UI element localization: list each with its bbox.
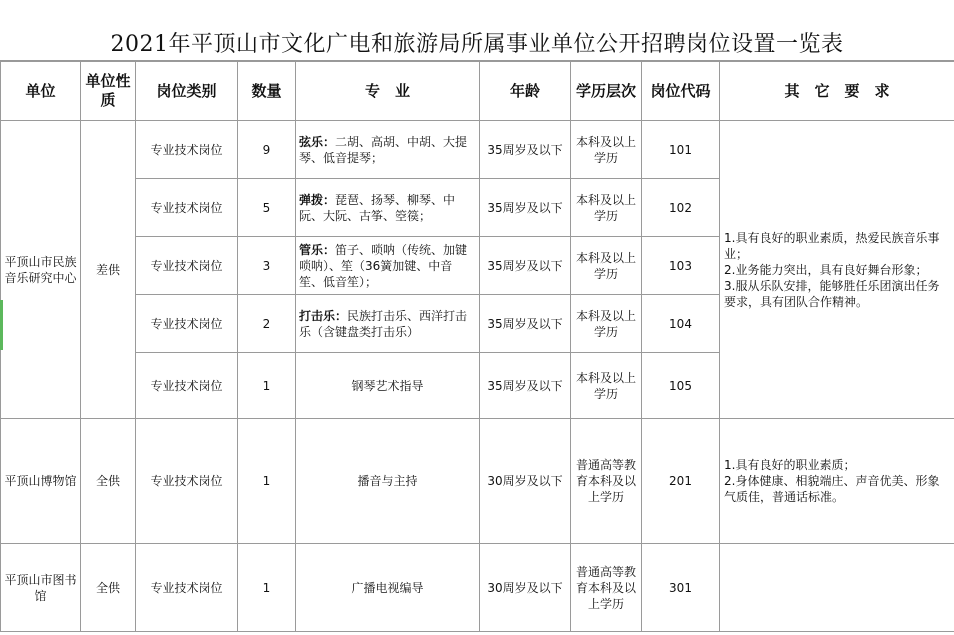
code-cell[interactable]: 301	[642, 544, 720, 632]
selection-indicator	[0, 300, 3, 350]
category-cell[interactable]: 专业技术岗位	[136, 353, 238, 419]
requirements-text: 1.具有良好的职业素质； 2.身体健康、相貌端庄、声音优美、形象气质佳，普通话标准。	[724, 458, 940, 504]
code-cell[interactable]: 105	[642, 353, 720, 419]
table-row	[1, 544, 954, 632]
major-text: 二胡、高胡、中胡、大提琴、低音提琴；	[299, 134, 468, 165]
major-head: 打击乐：	[299, 308, 348, 323]
header-code[interactable]: 岗位代码	[642, 62, 720, 121]
education-cell[interactable]: 本科及以上学历	[571, 179, 642, 237]
education-cell[interactable]: 本科及以上学历	[571, 121, 642, 179]
major-head: 弹拨：	[299, 192, 336, 207]
age-cell[interactable]: 30周岁及以下	[480, 419, 571, 544]
major-cell[interactable]	[296, 353, 480, 419]
category-cell[interactable]: 专业技术岗位	[136, 237, 238, 295]
category-cell[interactable]: 专业技术岗位	[136, 121, 238, 179]
requirements-cell[interactable]	[720, 419, 954, 544]
major-text: 琵琶、扬琴、柳琴、中阮、大阮、古筝、箜篌；	[299, 192, 456, 223]
nature-cell[interactable]: 全供	[81, 419, 136, 544]
nature-cell[interactable]: 全供	[81, 544, 136, 632]
category-cell[interactable]: 专业技术岗位	[136, 295, 238, 353]
page-title: 2021年平顶山市文化广电和旅游局所属事业单位公开招聘岗位设置一览表	[110, 32, 844, 57]
major-text: 播音与主持	[357, 474, 418, 488]
header-age[interactable]: 年龄	[480, 62, 571, 121]
category-cell[interactable]: 专业技术岗位	[136, 179, 238, 237]
major-text: 笛子、唢呐（传统、加键唢呐）、笙（36簧加键、中音笙、低音笙）；	[299, 242, 468, 289]
education-cell[interactable]: 本科及以上学历	[571, 295, 642, 353]
major-cell[interactable]	[296, 179, 480, 237]
major-cell[interactable]	[296, 295, 480, 353]
count-cell[interactable]: 5	[238, 179, 296, 237]
count-cell[interactable]: 1	[238, 544, 296, 632]
age-cell[interactable]: 35周岁及以下	[480, 353, 571, 419]
education-cell[interactable]: 本科及以上学历	[571, 237, 642, 295]
education-cell[interactable]: 本科及以上学历	[571, 353, 642, 419]
nature-cell[interactable]: 差供	[81, 121, 136, 419]
header-count[interactable]: 数量	[238, 62, 296, 121]
recruitment-table	[0, 61, 954, 632]
code-cell[interactable]: 101	[642, 121, 720, 179]
code-cell[interactable]: 103	[642, 237, 720, 295]
requirements-text: 1.具有良好的职业素质，热爱民族音乐事业； 2.业务能力突出，具有良好舞台形象； 3.服从乐队安排，能够胜任乐团演出任务要求，具有团队合作精神。	[724, 230, 940, 309]
header-nature[interactable]: 单位性质	[81, 62, 136, 121]
count-cell[interactable]: 1	[238, 353, 296, 419]
education-cell[interactable]: 普通高等教育本科及以上学历	[571, 544, 642, 632]
major-text: 钢琴艺术指导	[351, 378, 424, 393]
age-cell[interactable]: 35周岁及以下	[480, 179, 571, 237]
major-cell[interactable]	[296, 121, 480, 179]
count-cell[interactable]: 3	[238, 237, 296, 295]
age-cell[interactable]: 35周岁及以下	[480, 237, 571, 295]
age-cell[interactable]: 35周岁及以下	[480, 121, 571, 179]
major-text: 广播电视编导	[351, 580, 424, 595]
unit-cell[interactable]: 平顶山市民族音乐研究中心	[1, 121, 81, 419]
header-other[interactable]: 其 它 要 求	[720, 62, 954, 121]
count-cell[interactable]: 1	[238, 419, 296, 544]
education-cell[interactable]: 普通高等教育本科及以上学历	[571, 419, 642, 544]
major-head: 管乐：	[299, 242, 336, 257]
code-cell[interactable]: 102	[642, 179, 720, 237]
header-education[interactable]: 学历层次	[571, 62, 642, 121]
major-head: 弦乐：	[299, 134, 336, 149]
major-text: 民族打击乐、西洋打击乐（含键盘类打击乐）	[299, 308, 468, 339]
age-cell[interactable]: 30周岁及以下	[480, 544, 571, 632]
header-unit[interactable]: 单位	[1, 62, 81, 121]
category-cell[interactable]: 专业技术岗位	[136, 544, 238, 632]
header-category[interactable]: 岗位类别	[136, 62, 238, 121]
age-cell[interactable]: 35周岁及以下	[480, 295, 571, 353]
header-major[interactable]: 专 业	[296, 62, 480, 121]
code-cell[interactable]: 201	[642, 419, 720, 544]
major-cell[interactable]	[296, 237, 480, 295]
unit-cell[interactable]: 平顶山博物馆	[1, 419, 81, 544]
unit-cell[interactable]: 平顶山市图书馆	[1, 544, 81, 632]
code-cell[interactable]: 104	[642, 295, 720, 353]
requirements-cell[interactable]	[720, 544, 954, 632]
requirements-cell[interactable]	[720, 121, 954, 419]
major-cell[interactable]	[296, 544, 480, 632]
table-row	[1, 121, 954, 179]
table-row	[1, 419, 954, 544]
category-cell[interactable]: 专业技术岗位	[136, 419, 238, 544]
count-cell[interactable]: 2	[238, 295, 296, 353]
header-row	[1, 62, 954, 121]
major-cell[interactable]	[296, 419, 480, 544]
count-cell[interactable]: 9	[238, 121, 296, 179]
